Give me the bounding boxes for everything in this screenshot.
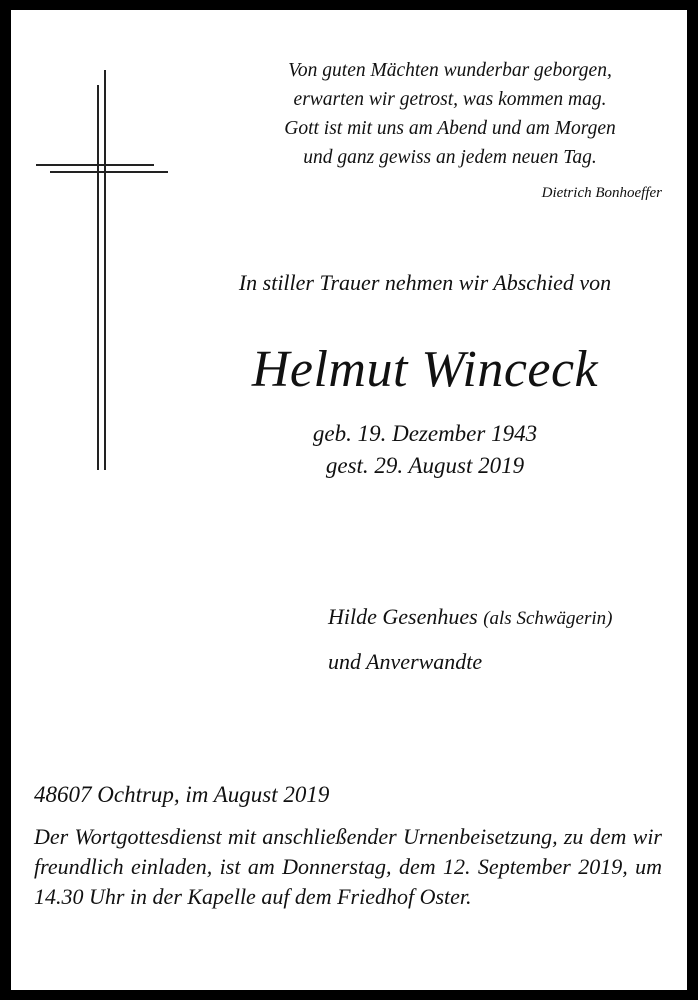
- bonhoeffer-quote: [200, 56, 698, 172]
- mourner: [328, 604, 612, 630]
- birth-date: geb. 19. Dezember 1943: [312, 421, 538, 446]
- life-dates: [150, 418, 698, 482]
- deceased-name: Helmut Winceck: [251, 341, 599, 398]
- quote-line: Von guten Mächten wunderbar geborgen,: [288, 60, 612, 81]
- intro-text: In stiller Trauer nehmen wir Abschied von: [238, 270, 612, 295]
- service-details: Der Wortgottesdienst mit anschließender Urnenbeisetzung, zu dem wir freundlich einladen, ist am Donnerstag, dem 12. September 2019, um 14.30 Uhr in der Kapelle auf dem Friedhof Oster.: [34, 824, 662, 909]
- quote-line: Gott ist mit uns am Abend und am Morgen: [284, 118, 616, 139]
- death-date: gest. 29. August 2019: [325, 453, 525, 478]
- mourner-name: Hilde Gesenhues: [328, 604, 478, 629]
- quote-author: Dietrich Bonhoeffer: [541, 185, 662, 201]
- quote-line: und ganz gewiss an jedem neuen Tag.: [303, 147, 597, 168]
- place-date: 48607 Ochtrup, im August 2019: [34, 782, 330, 807]
- other-mourners: und Anverwandte: [328, 649, 483, 674]
- mourner-relation: (als Schwägerin): [483, 608, 613, 629]
- quote-line: erwarten wir getrost, was kommen mag.: [293, 89, 607, 110]
